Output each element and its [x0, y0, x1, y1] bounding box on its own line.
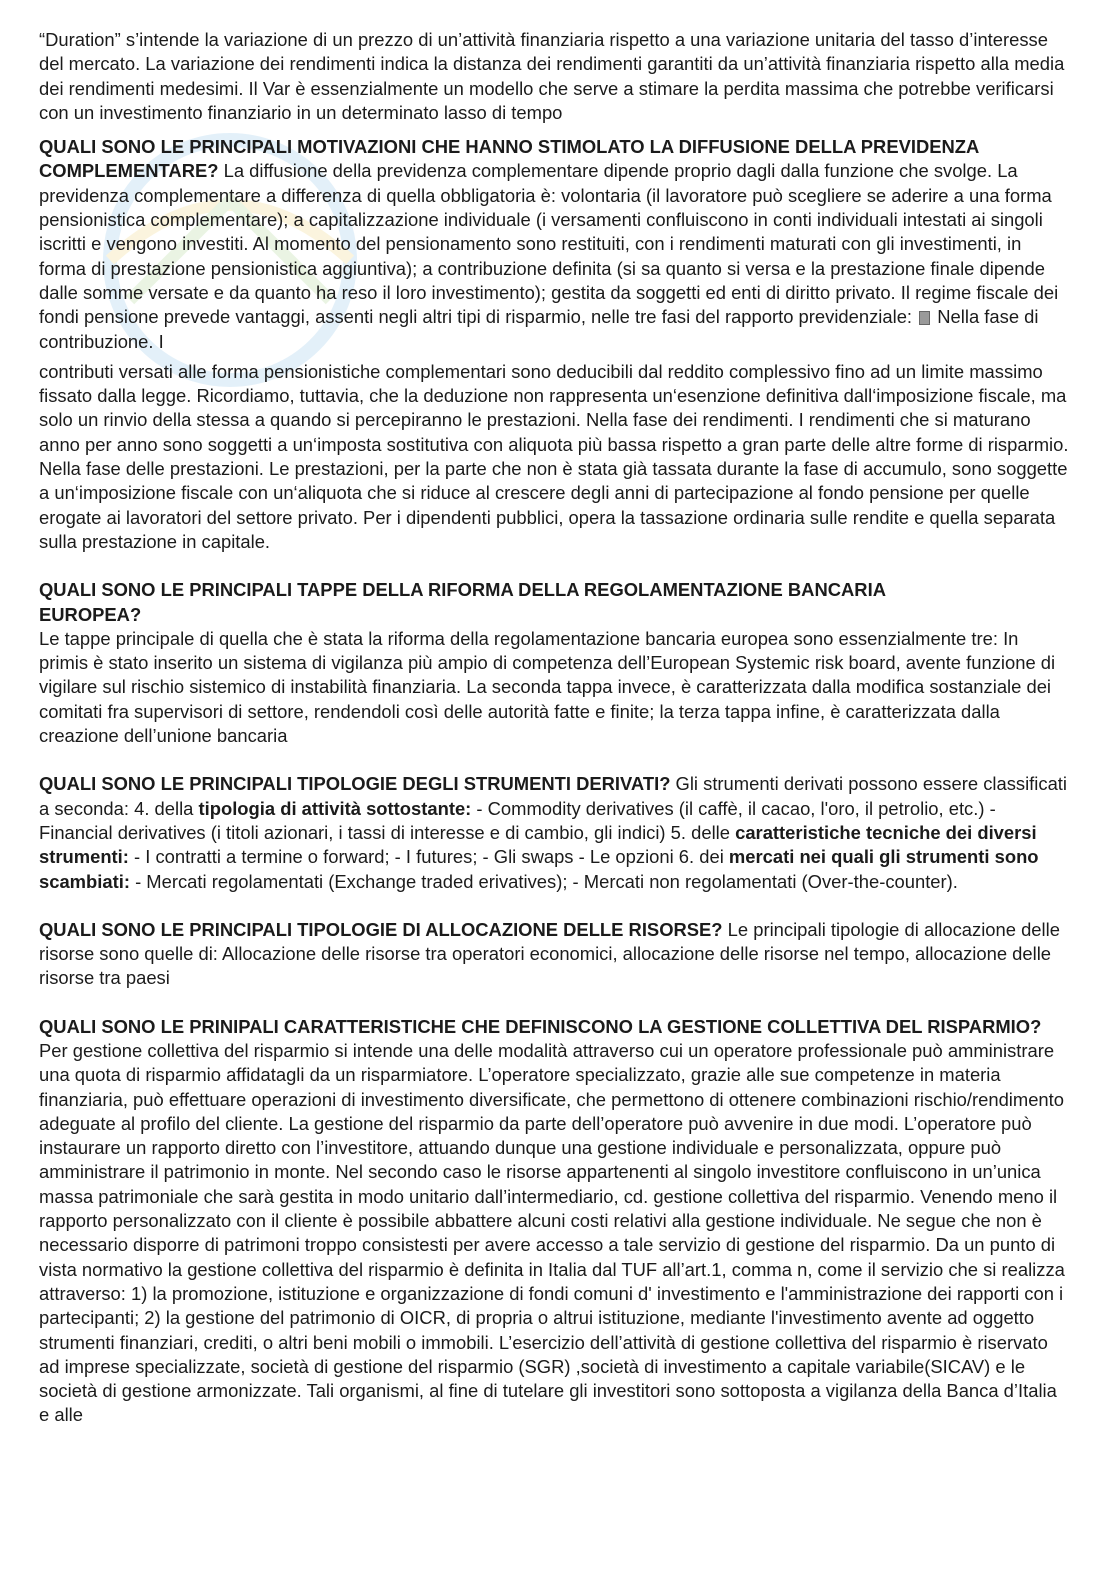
section-riforma: [39, 578, 1071, 748]
question-riforma-line2: EUROPEA?: [39, 603, 142, 625]
answer-previdenza-b: Nella fase di contribuzione. I: [39, 306, 1039, 352]
question-previdenza-line1: QUALI SONO LE PRINCIPALI MOTIVAZIONI CHE HANNO STIMOLATO LA DIFFUSIONE DELLA PREVIDENZA: [39, 136, 980, 158]
answer-derivati-t3: - I contratti a termine o forward; - I futures; - Gli swaps - Le opzioni 6. dei: [128, 846, 729, 868]
answer-derivati-b1: tipologia di attività sottostante:: [198, 797, 472, 819]
question-allocazione: QUALI SONO LE PRINCIPALI TIPOLOGIE DI ALLOCAZIONE DELLE RISORSE?: [39, 918, 723, 940]
section-derivati: [39, 772, 1071, 893]
question-riforma-line1: QUALI SONO LE PRINCIPALI TAPPE DELLA RIFORMA DELLA REGOLAMENTAZIONE BANCARIA: [39, 579, 886, 601]
section-previdenza: [39, 135, 1071, 354]
answer-derivati-b2: caratteristiche tecniche dei diversi strumenti:: [39, 821, 1037, 868]
missing-glyph-icon: [919, 311, 930, 325]
answer-previdenza-c: contributi versati alle forma pensionistiche complementari sono deducibili dal reddito complessivo fino ad un limite massimo fissato dalla legge. Ricordiamo, tuttavia, che la deduzione non rappresenta un‘esenzione definitiva dall‘imposizione fiscale, ma solo un rinvio della stessa a quando si percepiranno le prestazioni. Nella fase dei rendimenti. I rendimenti che si maturano anno per anno sono soggetti a un‘imposta sostitutiva con aliquota più bassa rispetto a gran parte delle altre forme di risparmio. Nella fase delle prestazioni. Le prestazioni, per la parte che non è stata già tassata durante la fase di accumulo, sono soggette a un‘imposizione fiscale con un‘aliquota che si riduce al crescere degli anni di partecipazione al fondo pensione per quelle erogate ai lavoratori del settore privato. Per i dipendenti pubblici, opera la tassazione ordinaria sulle rendite e quella separata sulla prestazione in capitale.: [39, 360, 1069, 552]
answer-derivati-t1: Gli strumenti derivati possono essere classificati a seconda: 4. della: [39, 773, 1067, 819]
answer-gestione-collettiva: Per gestione collettiva del risparmio si intende una delle modalità attraverso cui un operatore professionale può amministrare una quota di risparmio affidatagli da un risparmiatore. L’operatore specializzato, grazie alle sue competenze in materia finanziaria, può effettuare operazioni di investimento diversificate, che permettono di ottenere combinazioni rischio/rendimento adeguate al profilo del cliente. La gestione del risparmio da parte dell’operatore può avvenire in due modi. L’operatore può instaurare un rapporto diretto con l’investitore, attuando dunque una gestione individuale e personalizzata, oppure può amministrare il patrimonio in monte. Nel secondo caso le risorse appartenenti al singolo investitore confluiscono in un’unica massa patrimoniale che sarà gestita in modo unitario dall’intermediario, cd. gestione collettiva del risparmio. Venendo meno il rapporto personalizzato con il cliente è possibile abbattere alcuni costi relativi alla gestione individuale. Ne segue che non è necessario disporre di patrimoni troppo consistesti per avere accesso a tale servizio di gestione del risparmio. Da un punto di vista normativo la gestione collettiva del risparmio è definita in Italia dal TUF all’art.1, comma n, come il servizio che si realizza attraverso: 1) la promozione, istituzione e organizzazione di fondi comuni d' investimento e l'amministrazione dei rapporti con i partecipanti; 2) la gestione del patrimonio di OICR, di propria o altrui istituzione, mediante l'investimento avente ad oggetto strumenti finanziari, crediti, o altri beni mobili o immobili. L’esercizio dell’attività di gestione collettiva del risparmio è riservato ad imprese specializzate, società di gestione del risparmio (SGR) ,società di investimento a capitale variabile(SICAV) e le società di gestione armonizzate. Tali organismi, al fine di tutelare gli investitori sono sottoposta a vigilanza della Banca d’Italia e alle: [39, 1039, 1065, 1426]
answer-derivati-b3: mercati nei quali gli strumenti sono scambiati:: [39, 846, 1039, 892]
answer-allocazione: Le principali tipologie di allocazione delle risorse sono quelle di: Allocazione delle risorse tra operatori economici, allocazione delle risorse nel tempo, allocazione delle risorse tra paesi: [39, 918, 1060, 989]
section-allocazione: [39, 918, 1071, 991]
answer-derivati-t2: - Commodity derivatives (il caffè, il cacao, l'oro, il petrolio, etc.) - Financial derivatives (i titoli azionari, i tassi di interesse e di cambio, gli indici) 5. delle: [39, 797, 996, 843]
answer-derivati-t4: - Mercati regolamentati (Exchange traded erivatives); - Mercati non regolamentati (Over-the-counter).: [129, 870, 958, 892]
section-gestione-collettiva: [39, 1015, 1071, 1428]
answer-riforma: Le tappe principale di quella che è stata la riforma della regolamentazione bancaria europea sono essenzialmente tre: In primis è stato inserito un sistema di vigilanza più ampio di competenza dell’European Systemic risk board, avente funzione di vigilare sul rischio sistemico di instabilità finanziaria. La seconda tappa invece, è caratterizzata dalla modifica sostanziale dei comitati fra supervisori di settore, rendendoli così delle autorità fatte e finite; la terza tappa infine, è caratterizzata dalla creazione dell’unione bancaria: [39, 627, 1056, 747]
question-previdenza-line2: COMPLEMENTARE?: [39, 160, 219, 182]
intro-paragraph: “Duration” s’intende la variazione di un prezzo di un’attività finanziaria rispetto a una variazione unitaria del tasso d’interesse del mercato. La variazione dei rendimenti indica la distanza dei rendimenti garantiti da un’attività finanziaria rispetto alla media dei rendimenti medesimi. Il Var è essenzialmente un modello che serve a stimare la perdita massima che potrebbe verificarsi con un investimento finanziario in un determinato lasso di tempo: [39, 29, 1065, 123]
question-gestione-collettiva: QUALI SONO LE PRINIPALI CARATTERISTICHE CHE DEFINISCONO LA GESTIONE COLLETTIVA DEL RISPARMIO?: [39, 1015, 1042, 1037]
question-derivati: QUALI SONO LE PRINCIPALI TIPOLOGIE DEGLI STRUMENTI DERIVATI?: [39, 773, 671, 795]
answer-previdenza-a: La diffusione della previdenza complementare dipende proprio dagli dalla funzione che svolge. La previdenza complementare a differenza di quella obbligatoria è: volontaria (il lavoratore può scegliere se aderire a una forma pensionistica complementare); a capitalizzazione individuale (i versamenti confluiscono in conti individuali intestati ai singoli iscritti e vengono investiti. Al momento del pensionamento sono restituiti, con i rendimenti maturati con gli investimenti, in forma di prestazione pensionistica aggiuntiva); a contribuzione definita (si sa quanto si versa e la prestazione finale dipende dalle somme versate e da quanto ha reso il loro investimento); gestita da soggetti ed enti di diritto privato. Il regime fiscale dei fondi pensione prevede vantaggi, assenti negli altri tipi di risparmio, nelle tre fasi del rapporto previdenziale:: [39, 160, 1059, 328]
document-page: [39, 28, 1071, 1428]
